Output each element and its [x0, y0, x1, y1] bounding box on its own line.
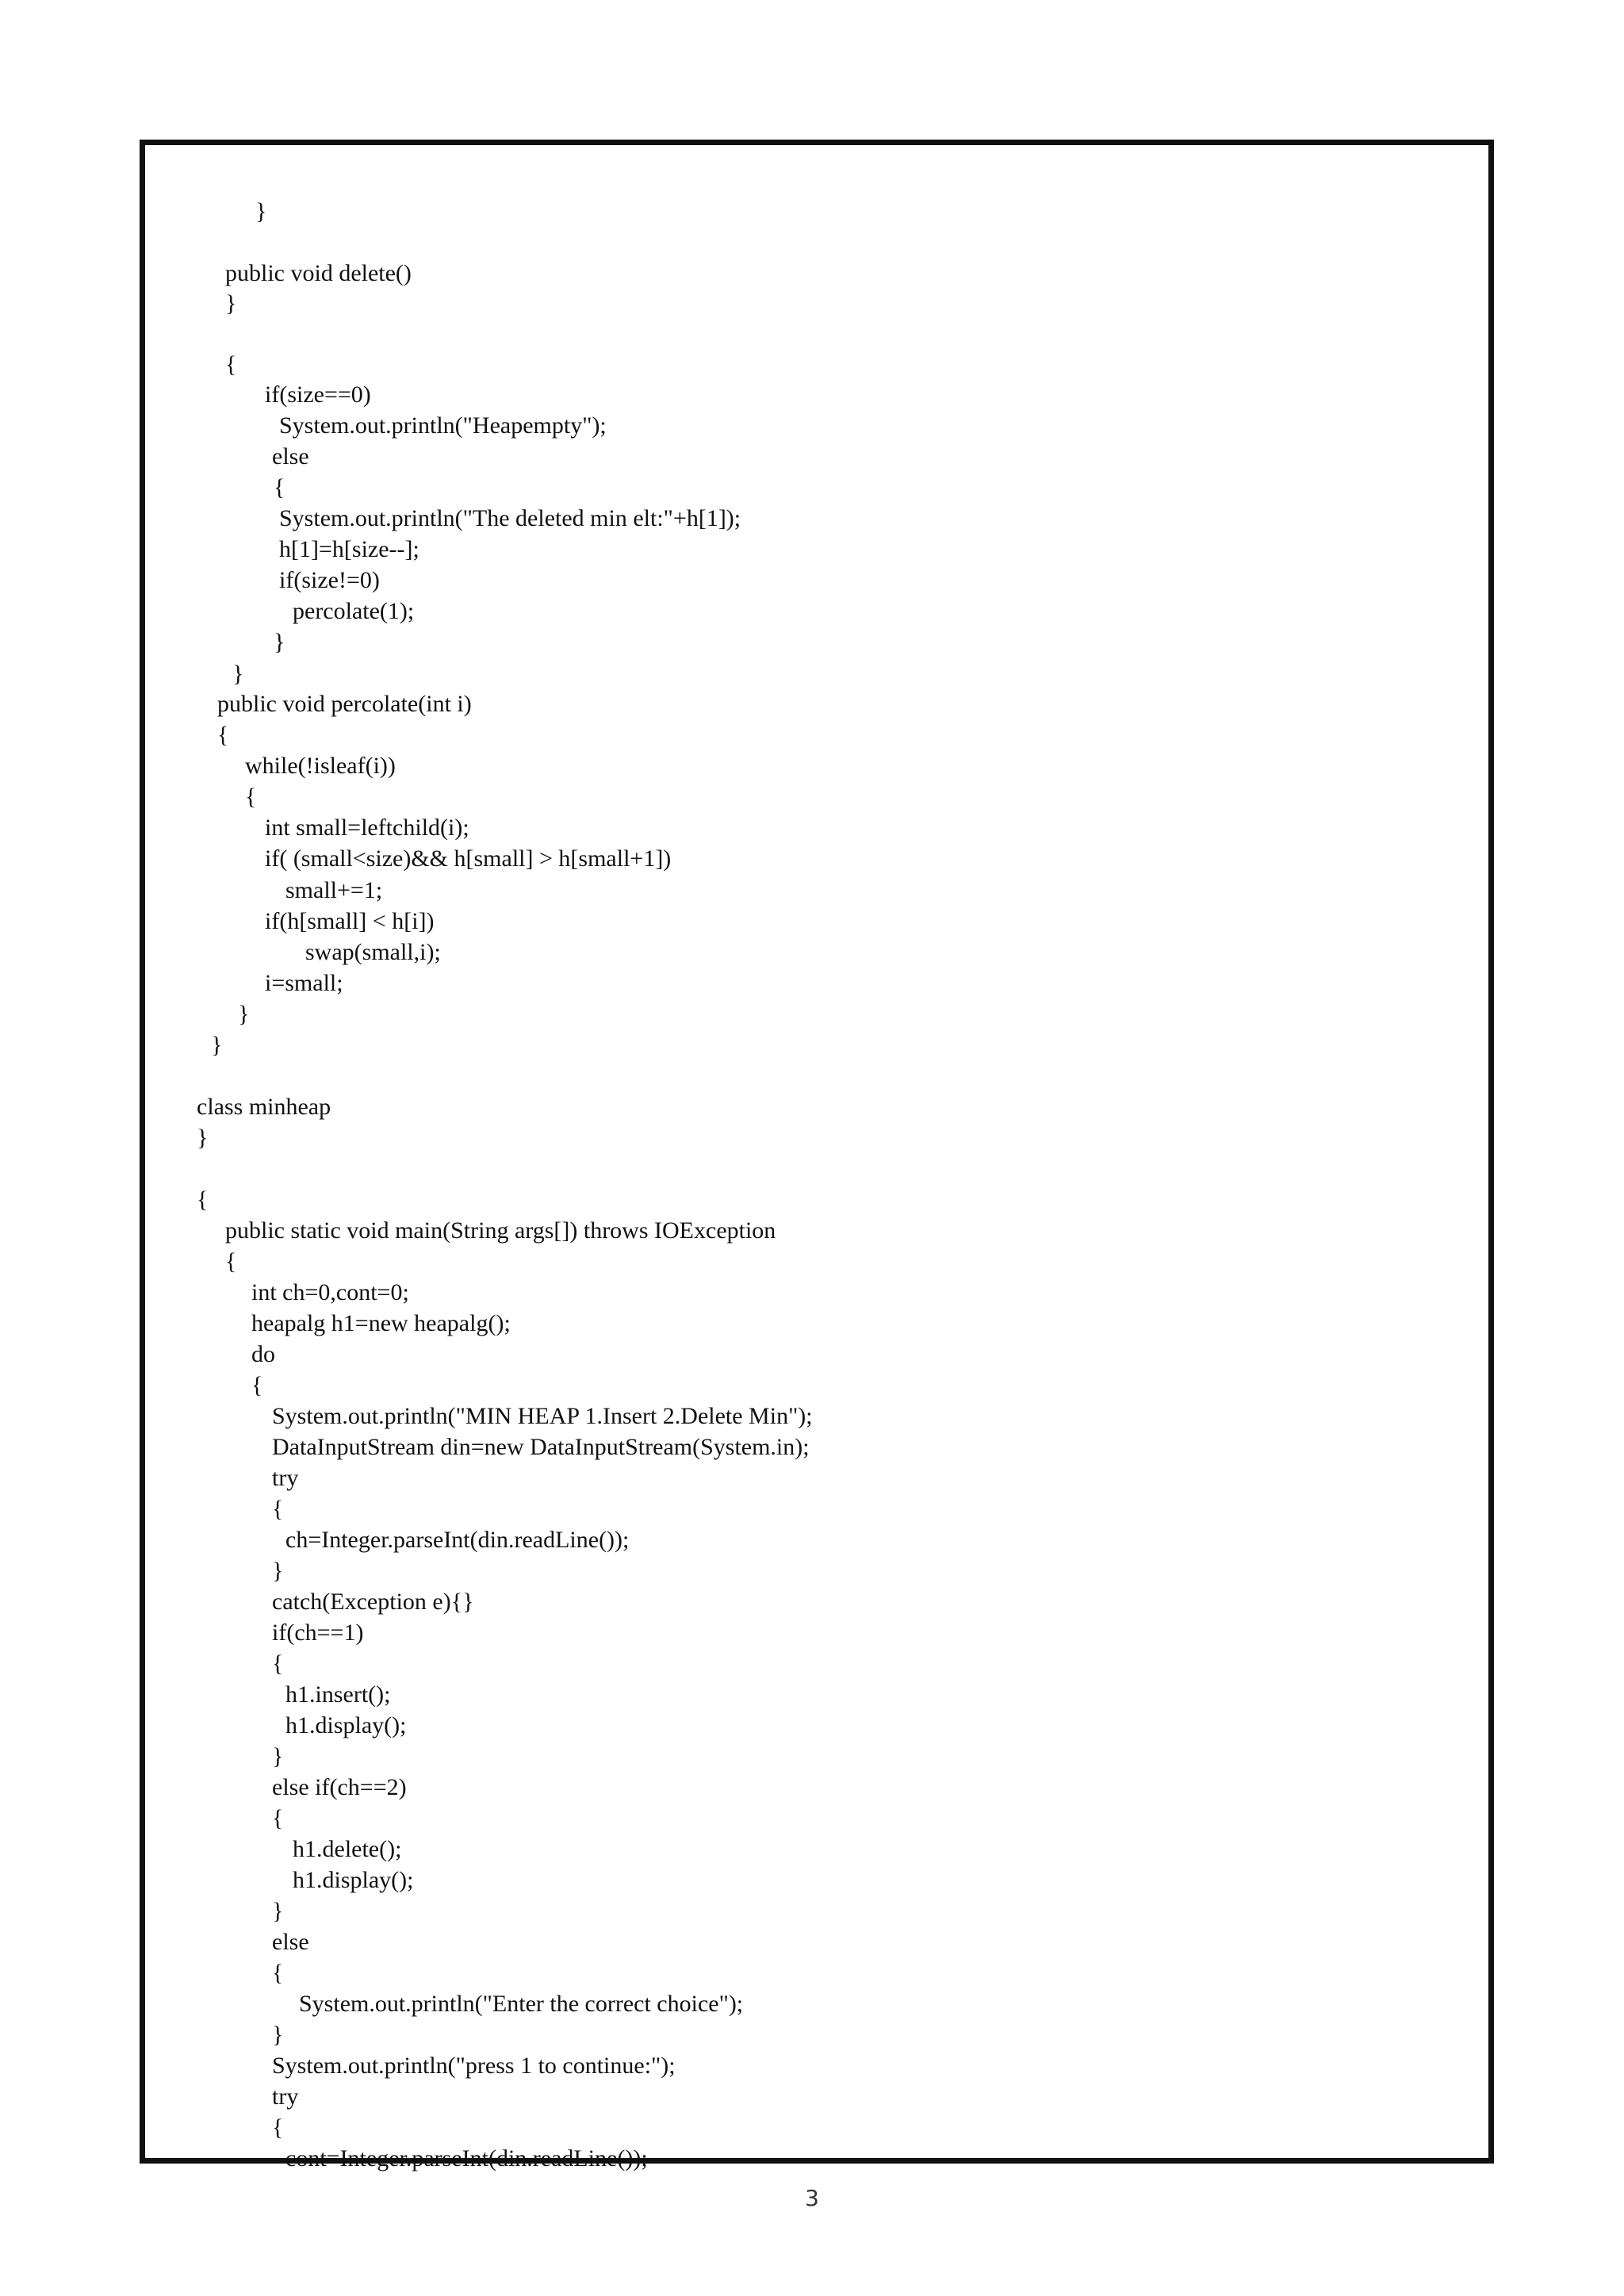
code-line: h1.delete();: [293, 1836, 402, 1862]
code-line: while(!isleaf(i)): [245, 753, 396, 779]
code-line: {: [272, 1960, 284, 1986]
code-line: i=small;: [265, 970, 343, 996]
code-line: {: [272, 2114, 284, 2141]
code-line: {: [272, 1496, 284, 1522]
code-line: {: [225, 351, 237, 378]
code-line: }: [225, 290, 237, 316]
code-line: int ch=0,cont=0;: [251, 1279, 409, 1305]
code-line: System.out.println("The deleted min elt:"+h[1]);: [279, 505, 741, 531]
code-line: }: [274, 629, 285, 655]
code-line: }: [255, 198, 267, 224]
code-line: }: [272, 2022, 284, 2048]
code-line: if( (small<size)&& h[small] > h[small+1]): [265, 845, 672, 872]
code-line: System.out.println("Heapempty");: [279, 412, 607, 439]
code-line: {: [217, 722, 229, 748]
code-line: }: [272, 1898, 284, 1924]
code-line: if(size==0): [265, 381, 371, 408]
code-line: {: [245, 784, 257, 810]
code-line: {: [225, 1248, 237, 1274]
code-line: public void delete(): [225, 260, 412, 286]
code-line: try: [272, 2083, 299, 2110]
code-line: {: [251, 1372, 263, 1398]
code-line: heapalg h1=new heapalg();: [251, 1310, 511, 1336]
code-line: public static void main(String args[]) throws IOException: [225, 1217, 776, 1244]
code-line: }: [232, 661, 244, 687]
code-line: System.out.println("MIN HEAP 1.Insert 2.Delete Min");: [272, 1403, 813, 1429]
code-line: h1.display();: [285, 1712, 407, 1738]
code-line: {: [272, 1805, 284, 1831]
code-line: h1.display();: [293, 1867, 414, 1893]
code-line: }: [272, 1743, 284, 1769]
code-line: ch=Integer.parseInt(din.readLine());: [285, 1527, 630, 1553]
code-line: }: [211, 1032, 223, 1058]
code-line: public void percolate(int i): [217, 691, 472, 717]
code-line: }: [197, 1125, 209, 1151]
code-line: {: [197, 1186, 209, 1213]
code-line: int small=leftchild(i);: [265, 815, 469, 841]
code-line: {: [272, 1650, 284, 1677]
code-line: h[1]=h[size--];: [279, 536, 419, 562]
code-line: h1.insert();: [285, 1681, 391, 1708]
code-line: if(h[small] < h[i]): [265, 908, 435, 934]
code-line: {: [274, 474, 285, 500]
code-line: }: [238, 1001, 250, 1027]
code-line: DataInputStream din=new DataInputStream(System.in);: [272, 1434, 810, 1460]
code-line: System.out.println("Enter the correct choice");: [299, 1991, 744, 2017]
code-line: class minheap: [197, 1094, 331, 1120]
code-line: small+=1;: [285, 877, 383, 903]
code-line: do: [251, 1341, 275, 1367]
code-line: swap(small,i);: [305, 939, 441, 965]
code-line: if(size!=0): [279, 567, 380, 593]
code-line: cont=Integer.parseInt(din.readLine());: [285, 2145, 648, 2171]
code-line: percolate(1);: [293, 598, 415, 624]
code-line: try: [272, 1465, 299, 1491]
code-line: else: [272, 443, 309, 470]
code-line: else if(ch==2): [272, 1774, 407, 1800]
code-line: catch(Exception e){}: [272, 1589, 474, 1615]
code-line: else: [272, 1929, 309, 1955]
code-line: System.out.println("press 1 to continue:");: [272, 2053, 676, 2079]
code-line: }: [272, 1558, 284, 1584]
code-line: if(ch==1): [272, 1619, 364, 1646]
page-number: 3: [805, 2185, 819, 2211]
